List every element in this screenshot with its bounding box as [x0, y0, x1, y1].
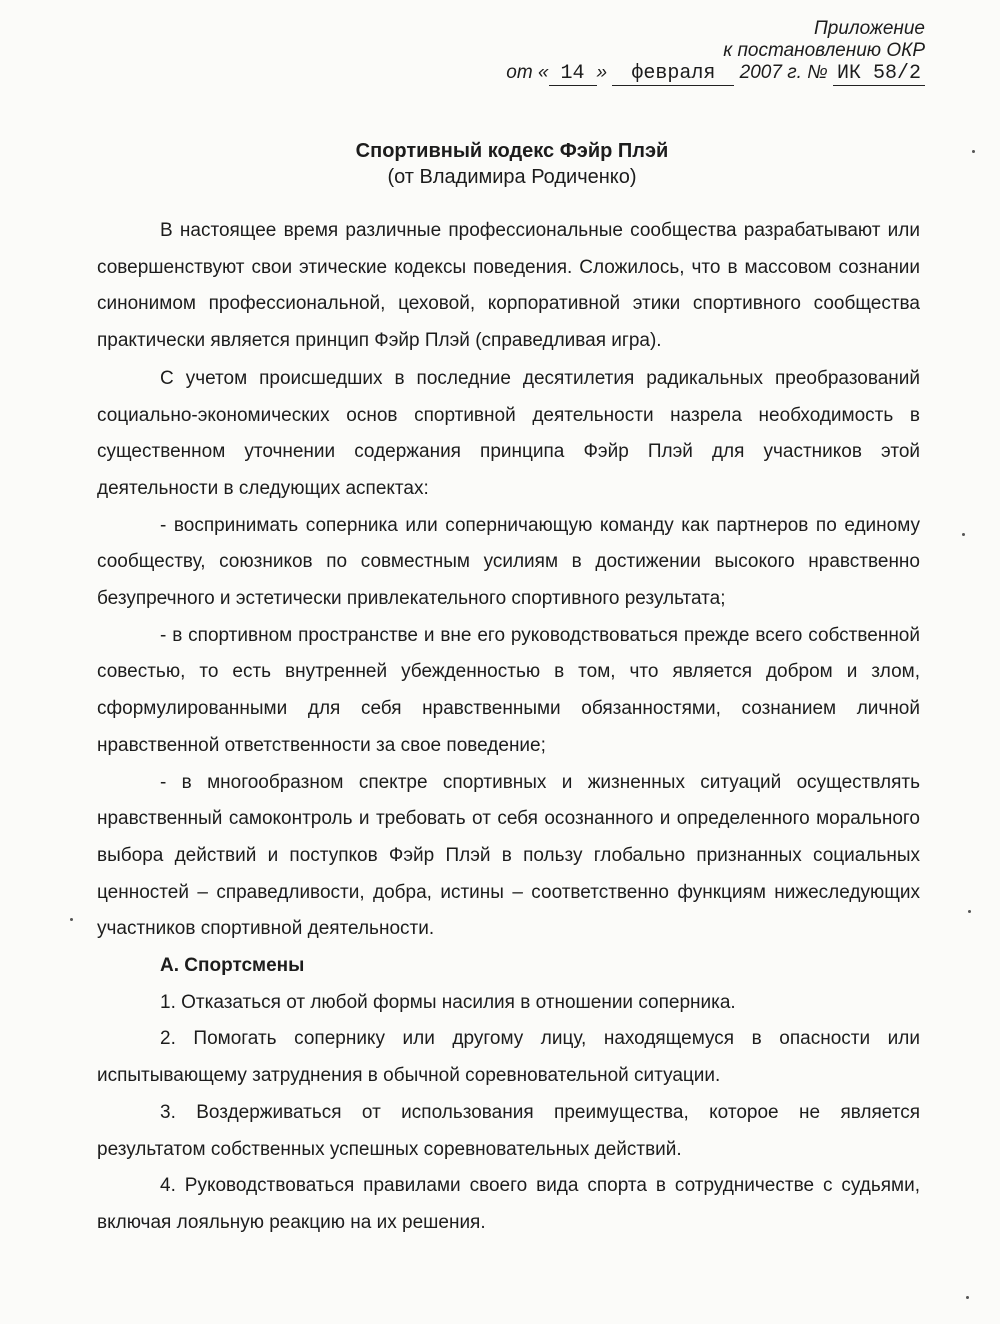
paragraph-aspect-1: - воспринимать соперника или соперничающую команду как партнеров по единому сообществу, союзников по совместным усилиям в достижении высокого нравственно безупречного и эстетически привлекательного спортивного результата;	[97, 514, 920, 610]
scan-speck	[968, 910, 971, 913]
paragraph-intro: В настоящее время различные профессиональные сообщества разрабатывают или совершенствуют свои этические кодексы поведения. Сложилось, что в массовом сознании синонимом профессиональной, цеховой, корпоративной этики спортивного сообщества практически является принцип Фэйр Плэй (справедливая игра).	[97, 220, 920, 352]
header-number: ИК 58/2	[833, 63, 925, 86]
section-a-item-3: 3. Воздерживаться от использования преимущества, которое не является результатом собственных успешных соревновательных действий.	[97, 1101, 920, 1160]
scan-speck	[972, 150, 975, 153]
paragraph-aspect-3: - в многообразном спектре спортивных и жизненных ситуаций осуществлять нравственный самоконтроль и требовать от себя осознанного и определенного морального выбора действий и поступков Фэйр Плэй в пользу глобально признанных социальных ценностей – справедливости, добра, истины – соответственно функциям нижеследующих участников спортивной деятельности.	[97, 771, 920, 940]
scan-speck	[962, 533, 965, 536]
section-a-item-2: 2. Помогать сопернику или другому лицу, находящемуся в опасности или испытывающему затруднения в обычной соревновательной ситуации.	[97, 1028, 920, 1087]
scan-speck	[966, 1296, 969, 1299]
header-ot: от «	[506, 62, 549, 83]
section-a-item-1: 1. Отказаться от любой формы насилия в отношении соперника.	[160, 991, 736, 1013]
section-a-heading: А. Спортсмены	[160, 955, 305, 977]
header-year: 2007 г. №	[739, 62, 828, 83]
section-a-item-4: 4. Руководствоваться правилами своего вида спорта в сотрудничестве с судьями, включая лояльную реакцию на их решения.	[97, 1175, 920, 1233]
header-date-line	[506, 62, 925, 86]
header-line-1: Приложение	[814, 18, 925, 39]
document-title	[0, 138, 1000, 190]
header-quote-close: »	[596, 62, 608, 83]
header-month: февраля	[612, 63, 734, 86]
paragraph-context: С учетом происшедших в последние десятилетия радикальных преобразований социально-экономических основ спортивной деятельности назрела необходимость в существенном уточнении содержания принципа Фэйр Плэй для участников этой деятельности в следующих аспектах:	[97, 367, 920, 499]
document-body	[97, 213, 920, 1242]
header-line-2: к постановлению ОКР	[723, 40, 925, 61]
header-day: 14	[549, 63, 597, 86]
approval-header	[506, 18, 925, 86]
title-sub: (от Владимира Родиченко)	[387, 166, 637, 188]
scan-speck	[70, 918, 73, 921]
paragraph-aspect-2: - в спортивном пространстве и вне его руководствоваться прежде всего собственной совестью, то есть внутренней убежденностью в том, что является добром и злом, сформулированными для себя нравственными обязанностями, сознанием личной нравственной ответственности за свое поведение;	[97, 624, 920, 756]
title-main: Спортивный кодекс Фэйр Плэй	[355, 140, 669, 162]
